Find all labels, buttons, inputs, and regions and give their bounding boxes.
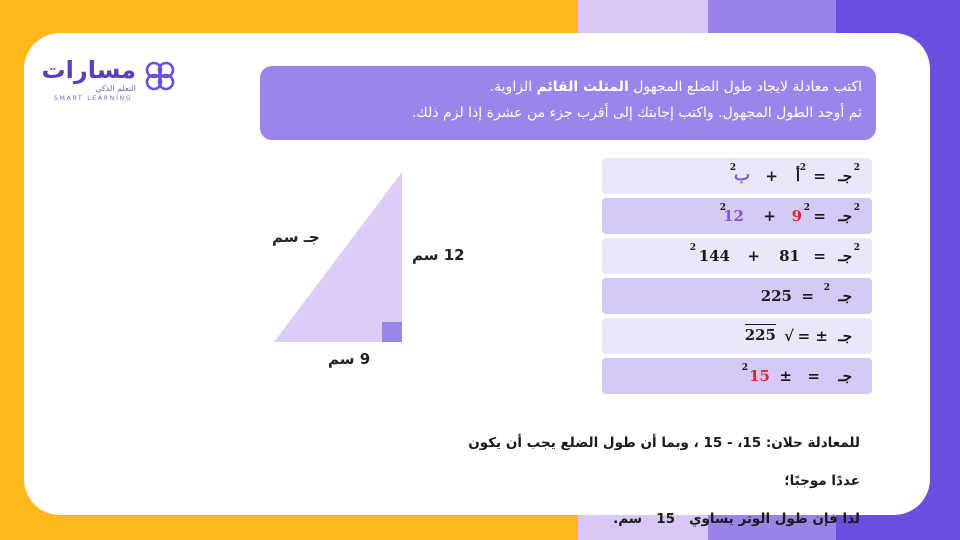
right-angle-marker [382, 322, 402, 342]
instruction-line-2: ثم أوجد الطول المجهول. واكتب إجابتك إلى أقرب جزء من عشرة إذا لزم ذلك. [411, 105, 862, 121]
step-4: جـ 2 = 225 [602, 278, 872, 314]
solution-steps [602, 158, 872, 398]
logo-subtitle: التعلم الذكي [95, 84, 136, 93]
vertical-side-label: 12 سم [412, 246, 465, 264]
step-3: جـ 2 = 81 + 144 2 [602, 238, 872, 274]
step-1: جـ 2 = أ 2 + ب 2 [602, 158, 872, 194]
base-side-label: 9 سم [328, 350, 371, 368]
instruction-line-1: اكتب معادلة لايجاد طول الضلع المجهول المثلث القائم الزاوية. [489, 79, 862, 95]
logo [41, 56, 182, 106]
conclusion-text [440, 424, 860, 538]
instruction-banner [260, 66, 876, 140]
step-5: جـ = ± √ 225 [602, 318, 872, 354]
conclusion-line-2: لذا فإن طول الوتر يساوي 15 سم. [613, 511, 860, 527]
hypotenuse-answer: 15 [656, 511, 675, 527]
conclusion-line-1: للمعادلة حلان: 15، - 15 ، وبما أن طول الضلع يجب أن يكون عددًا موجبًا؛ [468, 435, 860, 489]
hypotenuse-label: جـ سم [272, 228, 320, 246]
logo-knot-icon [142, 58, 178, 94]
step-2: جـ 2 = 9 2 + 12 2 [602, 198, 872, 234]
right-triangle-svg [260, 160, 490, 390]
right-triangle-figure [260, 160, 490, 390]
radical-icon: √ [784, 327, 794, 345]
triangle-shape [274, 172, 402, 342]
step-6: جـ = ± 15 2 [602, 358, 872, 394]
logo-tagline: SMART LEARNING [54, 95, 133, 102]
logo-name: مسارات [41, 56, 136, 84]
